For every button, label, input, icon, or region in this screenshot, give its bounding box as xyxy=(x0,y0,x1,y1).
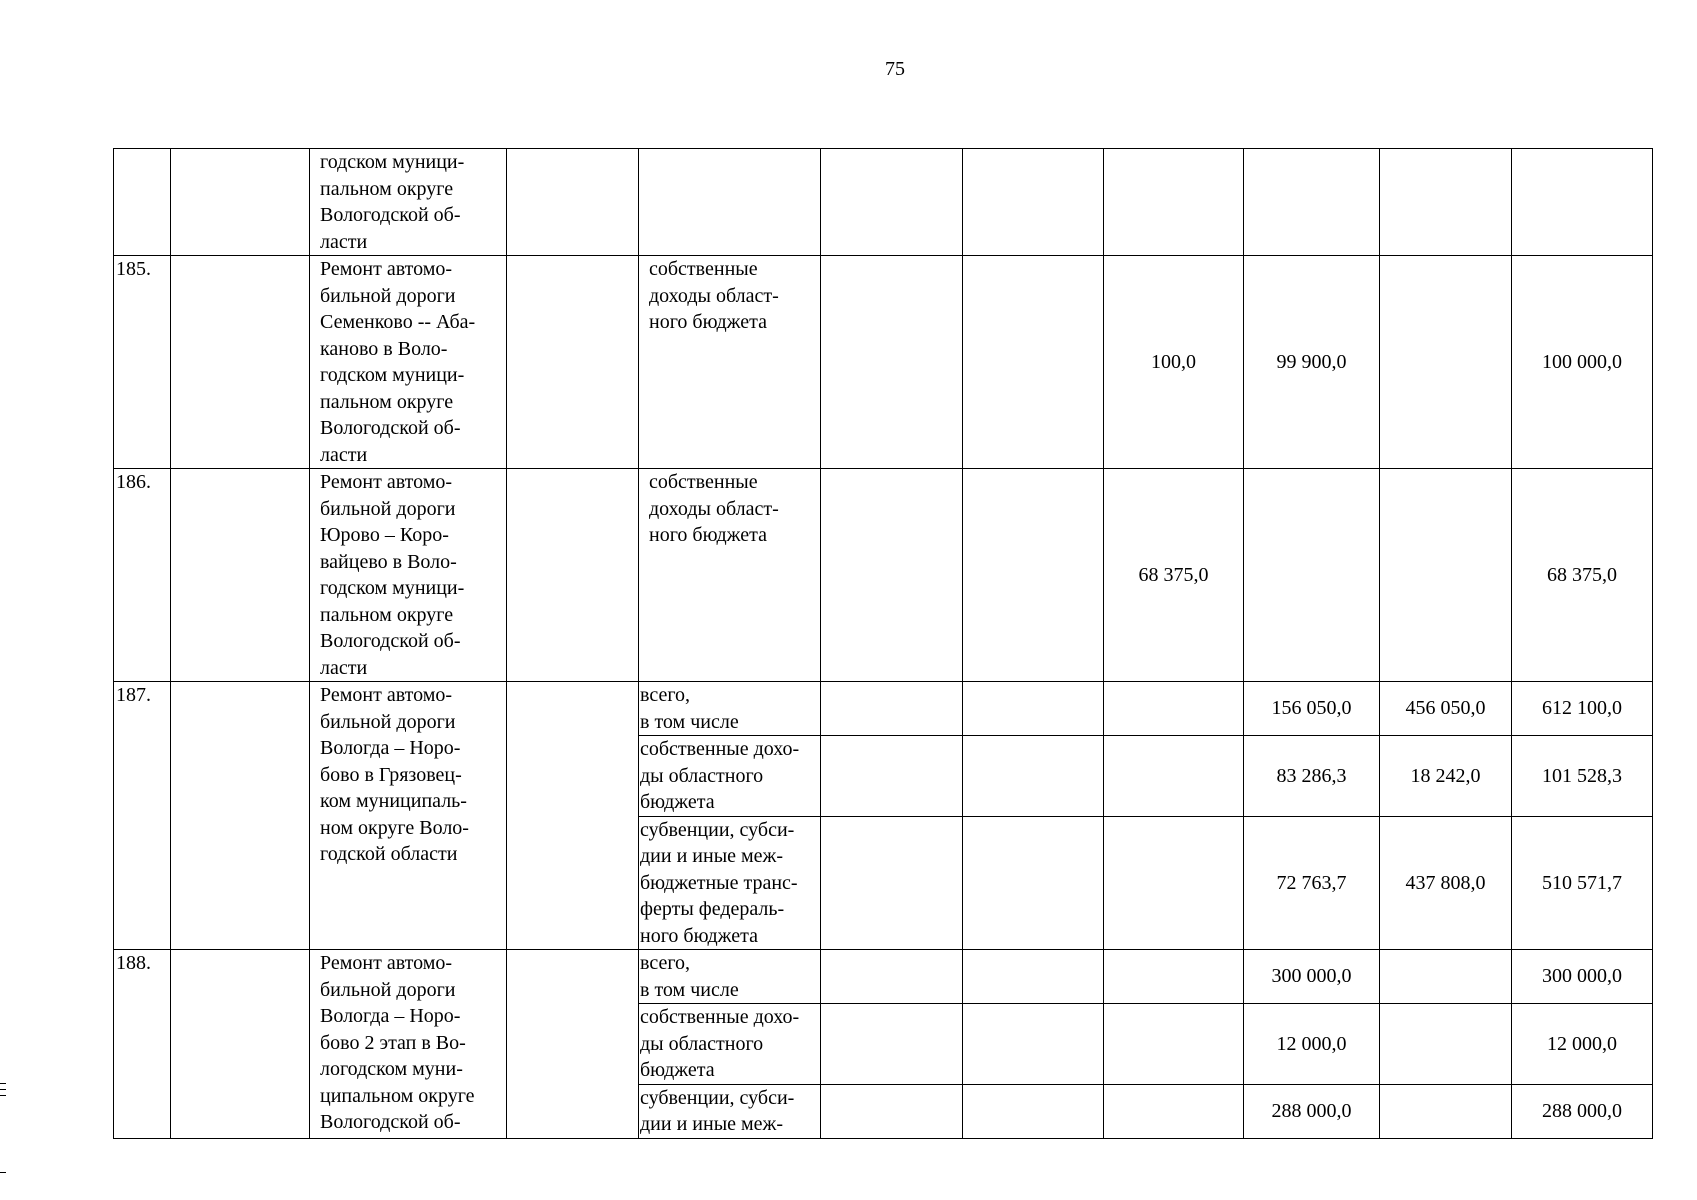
cell-col8 xyxy=(1104,736,1244,817)
cell-col2 xyxy=(171,682,310,950)
cell-col2 xyxy=(171,256,310,469)
cell-col8 xyxy=(1104,682,1244,736)
row-number: 185. xyxy=(114,256,171,469)
cell-col4 xyxy=(507,682,639,950)
cell-col6 xyxy=(821,1004,963,1085)
cell-total: 288 000,0 xyxy=(1512,1084,1653,1138)
cell-col10 xyxy=(1380,1004,1512,1085)
cell-col8: 100,0 xyxy=(1104,256,1244,469)
cell-col10 xyxy=(1380,256,1512,469)
cell-total: 300 000,0 xyxy=(1512,950,1653,1004)
cell-col10 xyxy=(1380,149,1512,256)
cell-col7 xyxy=(963,950,1104,1004)
cell-col4 xyxy=(507,950,639,1139)
cell-total: 612 100,0 xyxy=(1512,682,1653,736)
row-number: 187. xyxy=(114,682,171,950)
cell-total xyxy=(1512,149,1653,256)
funding-source: собственные дохо- ды областного бюджета xyxy=(639,1004,821,1085)
cell-col7 xyxy=(963,682,1104,736)
cell-total: 101 528,3 xyxy=(1512,736,1653,817)
table-row-continuation xyxy=(114,149,1653,256)
cell-total: 100 000,0 xyxy=(1512,256,1653,469)
object-name: Ремонт автомо- бильной дороги Вологда – Норо- бово в Грязовец- ком муниципаль- ном округе Воло- годской области xyxy=(310,682,507,950)
cell-col10: 18 242,0 xyxy=(1380,736,1512,817)
funding-source: субвенции, субси- дии и иные меж- xyxy=(639,1084,821,1138)
cell-col9: 72 763,7 xyxy=(1244,816,1380,950)
cell-col10: 437 808,0 xyxy=(1380,816,1512,950)
cell-col9 xyxy=(1244,469,1380,682)
cell-col10 xyxy=(1380,469,1512,682)
cell-col6 xyxy=(821,1084,963,1138)
cell-total: 68 375,0 xyxy=(1512,469,1653,682)
margin-mark xyxy=(0,1095,6,1096)
cell-col7 xyxy=(963,256,1104,469)
cell-col7 xyxy=(963,736,1104,817)
funding-source: всего, в том числе xyxy=(639,950,821,1004)
cell-col10 xyxy=(1380,950,1512,1004)
cell-col9: 99 900,0 xyxy=(1244,256,1380,469)
object-name: Ремонт автомо- бильной дороги Семенково -- Аба- каново в Воло- годском муници- пальном округе Вологодской об- ласти xyxy=(310,256,507,469)
cell-col8 xyxy=(1104,950,1244,1004)
table-row-188 xyxy=(114,950,1653,1004)
cell-col10: 456 050,0 xyxy=(1380,682,1512,736)
object-name: Ремонт автомо- бильной дороги Юрово – Коро- вайцево в Воло- годском муници- пальном округе Вологодской об- ласти xyxy=(310,469,507,682)
cell-col4 xyxy=(507,469,639,682)
margin-mark xyxy=(0,1172,6,1173)
funding-source: субвенции, субси- дии и иные меж- бюджетные транс- ферты федераль- ного бюджета xyxy=(639,816,821,950)
cell-col4 xyxy=(507,149,639,256)
cell-total: 12 000,0 xyxy=(1512,1004,1653,1085)
margin-mark xyxy=(0,1089,6,1090)
cell-col9: 300 000,0 xyxy=(1244,950,1380,1004)
cell-col8: 68 375,0 xyxy=(1104,469,1244,682)
cell-col6 xyxy=(821,816,963,950)
funding-source: собственные дохо- ды областного бюджета xyxy=(639,736,821,817)
cell-col8 xyxy=(1104,1004,1244,1085)
cell-col6 xyxy=(821,736,963,817)
cell-col8 xyxy=(1104,1084,1244,1138)
cell-col8 xyxy=(1104,816,1244,950)
cell-col2 xyxy=(171,950,310,1139)
budget-table xyxy=(113,148,1653,1139)
cell-col9: 83 286,3 xyxy=(1244,736,1380,817)
cell-col7 xyxy=(963,149,1104,256)
margin-mark xyxy=(0,1083,6,1084)
object-name: Ремонт автомо- бильной дороги Вологда – Норо- бово 2 этап в Во- логодском муни- ципальном округе Вологодской об- xyxy=(310,950,507,1139)
cell-col6 xyxy=(821,469,963,682)
cell-total: 510 571,7 xyxy=(1512,816,1653,950)
cell-col6 xyxy=(821,149,963,256)
table-row-185 xyxy=(114,256,1653,469)
cell-col8 xyxy=(1104,149,1244,256)
cell-col9: 12 000,0 xyxy=(1244,1004,1380,1085)
row-number: 188. xyxy=(114,950,171,1139)
funding-source: собственные доходы област- ного бюджета xyxy=(639,256,821,469)
cell-col2 xyxy=(171,149,310,256)
row-number: 186. xyxy=(114,469,171,682)
cell-num xyxy=(114,149,171,256)
cell-col4 xyxy=(507,256,639,469)
cell-col6 xyxy=(821,682,963,736)
funding-source: всего, в том числе xyxy=(639,682,821,736)
funding-source: собственные доходы област- ного бюджета xyxy=(639,469,821,682)
cell-col6 xyxy=(821,950,963,1004)
cell-col9: 288 000,0 xyxy=(1244,1084,1380,1138)
table-row-186 xyxy=(114,469,1653,682)
cell-col7 xyxy=(963,1084,1104,1138)
cell-source xyxy=(639,149,821,256)
cell-col7 xyxy=(963,816,1104,950)
cell-col6 xyxy=(821,256,963,469)
cell-col7 xyxy=(963,469,1104,682)
page-number: 75 xyxy=(885,58,905,80)
cell-col10 xyxy=(1380,1084,1512,1138)
object-name: годском муници- пальном округе Вологодской об- ласти xyxy=(310,149,507,256)
cell-col9 xyxy=(1244,149,1380,256)
cell-col9: 156 050,0 xyxy=(1244,682,1380,736)
cell-col7 xyxy=(963,1004,1104,1085)
cell-col2 xyxy=(171,469,310,682)
table-row-187 xyxy=(114,682,1653,736)
